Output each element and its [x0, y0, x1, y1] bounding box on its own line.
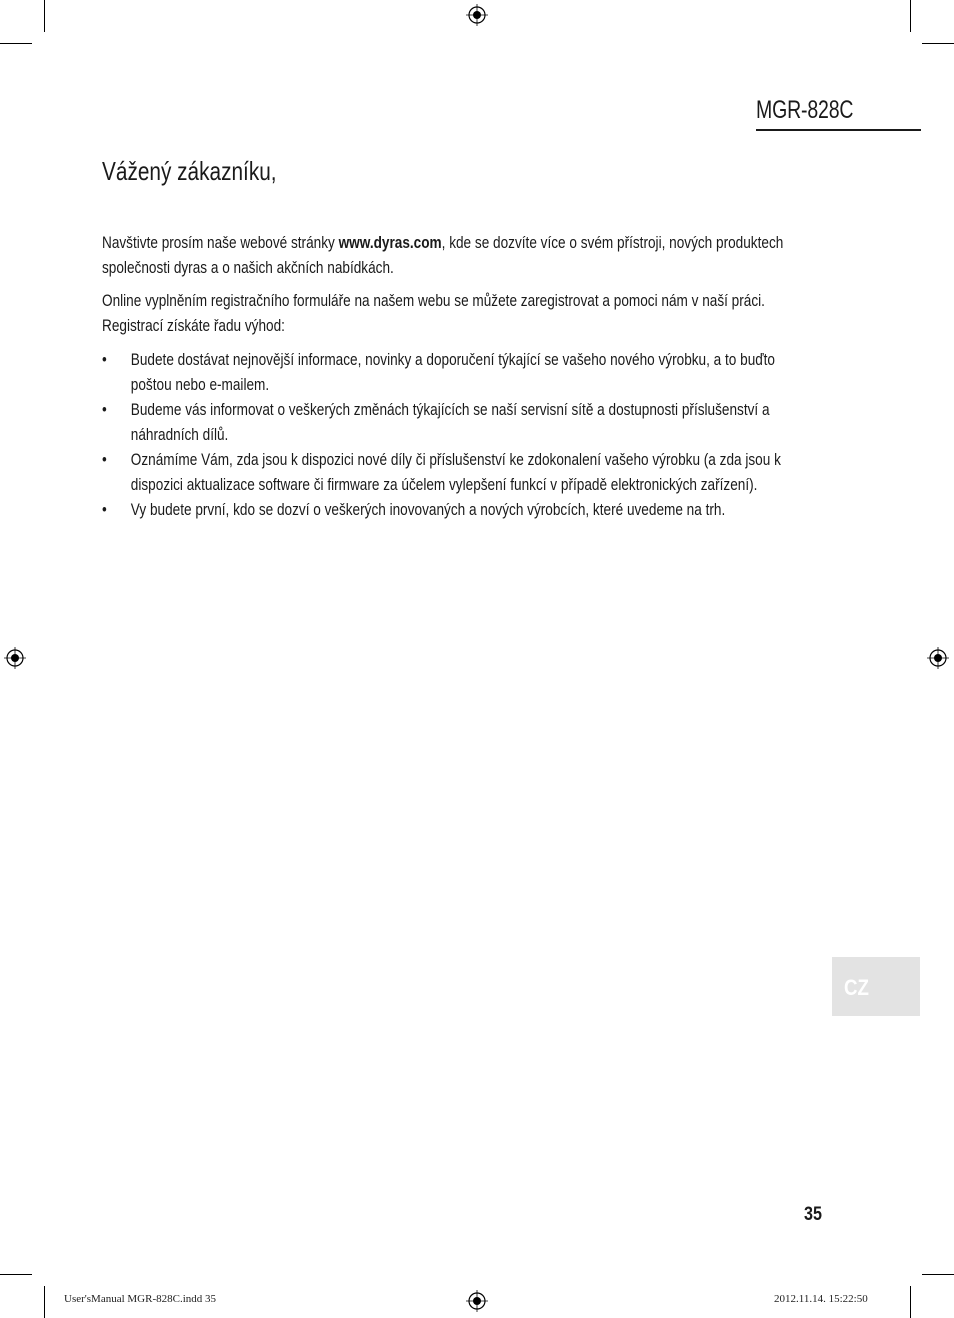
crop-mark [910, 0, 911, 32]
slug-timestamp: 2012.11.14. 15:22:50 [774, 1293, 868, 1305]
list-item-text: poštou nebo e-mailem. [130, 375, 270, 394]
list-item-text: Oznámíme Vám, zda jsou k dispozici nové díly či příslušenství ke zdokonalení vašeho výrobku (a zda jsou k [130, 450, 781, 469]
bullet-icon: • [102, 450, 107, 469]
body-text [102, 230, 822, 522]
crop-mark [910, 1286, 911, 1318]
header-rule [756, 129, 921, 131]
bullet-icon: • [102, 400, 107, 419]
list-item [102, 497, 822, 522]
crop-mark [44, 0, 45, 32]
model-name: MGR-828C [756, 96, 854, 124]
registration-mark-icon [466, 4, 488, 26]
crop-mark [0, 43, 32, 44]
bullet-icon: • [102, 500, 107, 519]
paragraph-website [102, 230, 822, 280]
list-item-text: Budete dostávat nejnovější informace, novinky a doporučení týkající se vašeho nového výrobku, a to buďto [130, 350, 775, 369]
bullet-icon: • [102, 350, 107, 369]
crop-mark [0, 1274, 32, 1275]
language-tab [832, 957, 920, 1016]
crop-mark [922, 1274, 954, 1275]
registration-mark-icon [4, 647, 26, 669]
para1-text-cont: , kde se dozvíte více o svém přístroji, nových produktech [441, 233, 784, 252]
list-item [102, 347, 822, 397]
list-item-text: Budeme vás informovat o veškerých změnách týkajících se naší servisní sítě a dostupnosti příslušenství a [130, 400, 770, 419]
list-item-text: Vy budete první, kdo se dozví o veškerých inovovaných a nových výrobcích, které uvedeme na trh. [130, 500, 726, 519]
registration-mark-icon [927, 647, 949, 669]
crop-mark [922, 43, 954, 44]
slug-filename: User'sManual MGR-828C.indd 35 [64, 1293, 217, 1305]
list-item-text: dispozici aktualizace software či firmware za účelem vylepšení funkcí v případě elektronických zařízení). [130, 475, 758, 494]
crop-mark [44, 1286, 45, 1318]
list-item-text: náhradních dílů. [130, 425, 229, 444]
greeting-heading: Vážený zákazníku, [102, 156, 277, 186]
paragraph-registration [102, 288, 822, 338]
website-link[interactable]: www.dyras.com [338, 233, 442, 252]
language-tab-label: CZ [844, 975, 869, 1000]
para2-line1: Online vyplněním registračního formuláře na našem webu se můžete zaregistrovat a pomoci nám v naší práci. [102, 291, 765, 310]
registration-mark-icon [466, 1290, 488, 1312]
benefits-list [102, 347, 822, 522]
para2-line2: Registrací získáte řadu výhod: [102, 316, 285, 335]
page-number: 35 [804, 1204, 822, 1225]
list-item [102, 397, 822, 447]
para1-line2: společnosti dyras a o našich akčních nabídkách. [102, 258, 394, 277]
list-item [102, 447, 822, 497]
para1-text: Navštivte prosím naše webové stránky [102, 233, 339, 252]
